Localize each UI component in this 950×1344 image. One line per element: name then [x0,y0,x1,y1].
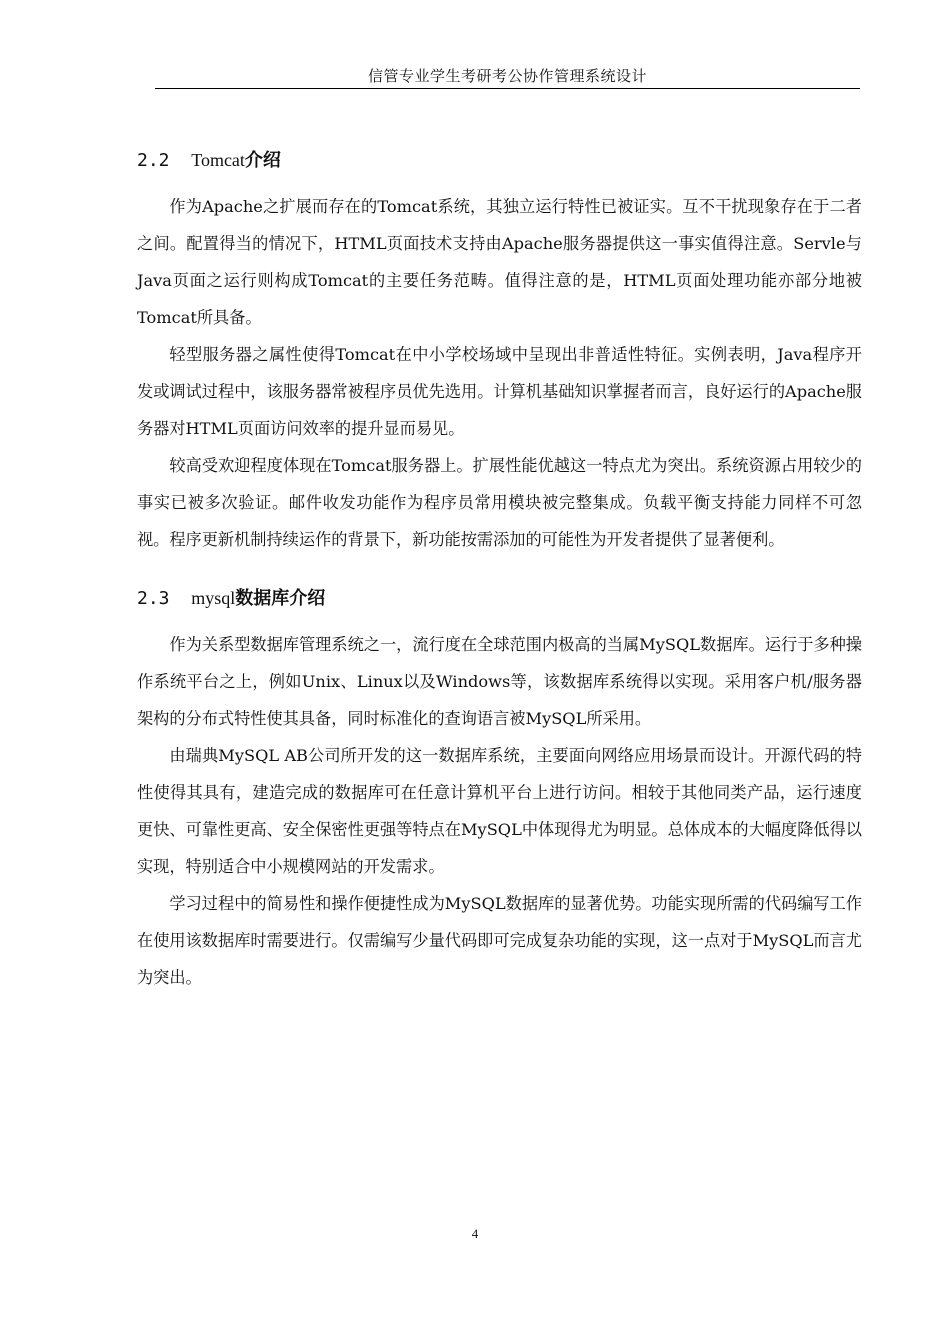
section-title-cn: 数据库介绍 [235,588,326,609]
paragraph: 较高受欢迎程度体现在Tomcat服务器上。扩展性能优越这一特点尤为突出。系统资源占用较少的事实已被多次验证。邮件收发功能作为程序员常用模块被完整集成。负载平衡支持能力同样不可忽视。程序更新机制持续运作的背景下，新功能按需添加的可能性为开发者提供了显著便利。 [137,456,862,549]
header-rule [155,88,860,89]
section-number: 2.2 [137,150,170,171]
section-title-latin: Tomcat [191,150,245,170]
paragraph: 轻型服务器之属性使得Tomcat在中小学校场域中呈现出非普适性特征。实例表明，Java程序开发或调试过程中，该服务器常被程序员优先选用。计算机基础知识掌握者而言，良好运行的Apache服务器对HTML页面访问效率的提升显而易见。 [137,345,862,438]
paragraph: 学习过程中的简易性和操作便捷性成为MySQL数据库的显著优势。功能实现所需的代码编写工作在使用该数据库时需要进行。仅需编写少量代码即可完成复杂功能的实现，这一点对于MySQL而言尤为突出。 [137,894,862,987]
section-heading [137,145,862,176]
section-title-cn: 介绍 [244,150,281,171]
section-tomcat [137,145,862,558]
paragraph: 由瑞典MySQL AB公司所开发的这一数据库系统，主要面向网络应用场景而设计。开源代码的特性使得其具有，建造完成的数据库可在任意计算机平台上进行访问。相较于其他同类产品，运行速度更快、可靠性更高、安全保密性更强等特点在MySQL中体现得尤为明显。总体成本的大幅度降低得以实现，特别适合中小规模网站的开发需求。 [137,746,862,876]
running-header: 信管专业学生考研考公协作管理系统设计 [367,67,647,85]
section-title-latin: mysql [191,588,236,608]
page-body [137,145,862,996]
section-heading [137,583,862,614]
paragraph: 作为Apache之扩展而存在的Tomcat系统，其独立运行特性已被证实。互不干扰现象存在于二者之间。配置得当的情况下，HTML页面技术支持由Apache服务器提供这一事实值得注意。Servle与Java页面之运行则构成Tomcat的主要任务范畴。值得注意的是，HTML页面处理功能亦部分地被Tomcat所具备。 [137,197,862,327]
section-number: 2.3 [137,588,170,609]
page-number: 4 [471,1226,479,1241]
section-mysql [137,583,862,996]
paragraph: 作为关系型数据库管理系统之一，流行度在全球范围内极高的当属MySQL数据库。运行于多种操作系统平台之上，例如Unix、Linux以及Windows等，该数据库系统得以实现。采用客户机/服务器架构的分布式特性使其具备，同时标准化的查询语言被MySQL所采用。 [137,635,862,728]
